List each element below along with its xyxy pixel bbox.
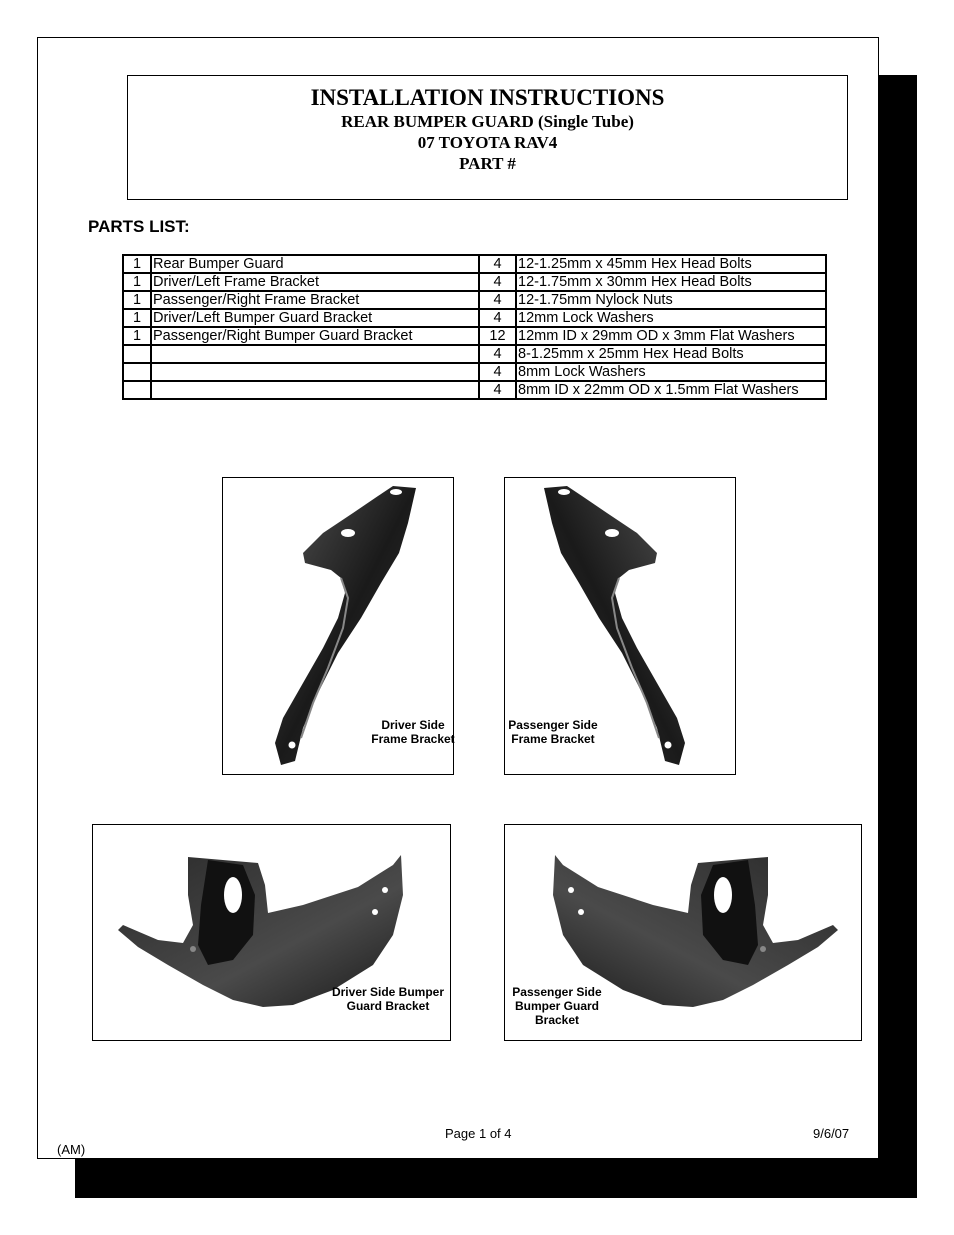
qty-cell: 4 [479,363,516,381]
part-number: PART # [459,154,516,173]
qty-cell: 4 [479,381,516,399]
table-row [123,363,826,381]
qty-cell: 1 [123,327,151,345]
table-row [123,255,826,273]
vehicle-model: 07 TOYOTA RAV4 [417,133,558,152]
description-cell: 8mm Lock Washers [516,363,826,381]
driver-bumper-bracket-photo [92,824,451,1041]
qty-cell: 12 [479,327,516,345]
title-box [127,75,848,200]
description-cell: Passenger/Right Bumper Guard Bracket [151,327,479,345]
caption-line: Bumper Guard [514,999,599,1013]
description-cell [151,345,479,363]
caption-line: Driver Side Bumper [331,985,445,999]
caption-line: Guard Bracket [346,999,430,1013]
description-cell: 12-1.75mm Nylock Nuts [516,291,826,309]
author-initials: (AM) [57,1142,86,1157]
document-date: 9/6/07 [813,1126,850,1141]
passenger-frame-bracket-caption [503,718,603,746]
description-cell: Rear Bumper Guard [151,255,479,273]
description-cell: 8-1.25mm x 25mm Hex Head Bolts [516,345,826,363]
parts-list-table [122,254,827,400]
caption-line: Frame Bracket [371,732,455,746]
passenger-frame-bracket-photo [504,477,736,775]
qty-cell: 1 [123,273,151,291]
product-subtitle: REAR BUMPER GUARD (Single Tube) [341,112,634,131]
caption-line: Passenger Side [512,985,602,999]
qty-cell [123,345,151,363]
description-cell: 8mm ID x 22mm OD x 1.5mm Flat Washers [516,381,826,399]
qty-cell [123,363,151,381]
description-cell [151,363,479,381]
parts-list-heading: PARTS LIST: [88,217,190,236]
caption-line: Passenger Side [508,718,598,732]
description-cell: Driver/Left Frame Bracket [151,273,479,291]
table-row [123,345,826,363]
description-cell [151,381,479,399]
qty-cell: 1 [123,309,151,327]
qty-cell: 4 [479,273,516,291]
description-cell: 12-1.25mm x 45mm Hex Head Bolts [516,255,826,273]
description-cell: 12mm Lock Washers [516,309,826,327]
caption-line: Frame Bracket [511,732,595,746]
passenger-bumper-bracket-photo [504,824,862,1041]
qty-cell: 4 [479,255,516,273]
table-row [123,309,826,327]
description-cell: 12mm ID x 29mm OD x 3mm Flat Washers [516,327,826,345]
page-number: Page 1 of 4 [445,1126,512,1141]
qty-cell: 4 [479,345,516,363]
qty-cell: 1 [123,291,151,309]
description-cell: 12-1.75mm x 30mm Hex Head Bolts [516,273,826,291]
driver-frame-bracket-caption [363,718,463,746]
qty-cell [123,381,151,399]
document-title: INSTALLATION INSTRUCTIONS [310,85,665,110]
qty-cell: 4 [479,309,516,327]
caption-line: Driver Side [381,718,445,732]
table-row [123,291,826,309]
table-row [123,327,826,345]
description-cell: Driver/Left Bumper Guard Bracket [151,309,479,327]
table-row [123,381,826,399]
caption-line: Bracket [534,1013,580,1027]
table-row [123,273,826,291]
passenger-bumper-bracket-caption [505,985,609,1027]
driver-frame-bracket-photo [222,477,454,775]
qty-cell: 1 [123,255,151,273]
driver-bumper-bracket-caption [323,985,453,1013]
description-cell: Passenger/Right Frame Bracket [151,291,479,309]
qty-cell: 4 [479,291,516,309]
